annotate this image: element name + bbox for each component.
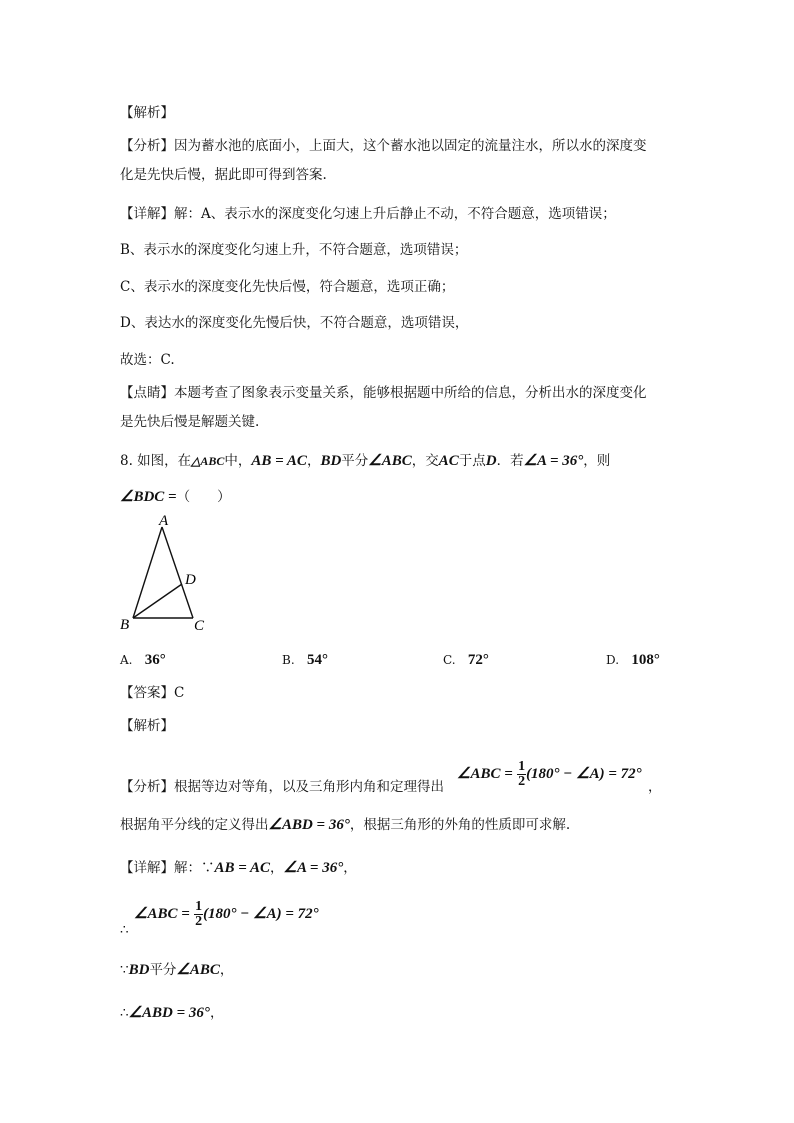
frac-den: 2 bbox=[195, 914, 203, 929]
formula-lhs: ∠ABC = bbox=[457, 766, 513, 782]
xiangjie-line-b: B、表示水的深度变化匀速上升，不符合题意，选项错误； bbox=[120, 242, 468, 258]
dianjing-line-2: 是先快后慢是解题关键. bbox=[120, 414, 260, 430]
jiexi-label-2: 【解析】 bbox=[120, 718, 174, 734]
q8-text: 平分 bbox=[341, 453, 369, 469]
xiangjie-line-a: 【详解】解：A、表示水的深度变化匀速上升后静止不动，不符合题意，选项错误； bbox=[120, 206, 616, 222]
option-letter: B. bbox=[282, 653, 295, 667]
math-bd: BD bbox=[320, 453, 342, 469]
fenxi-2-text: 【分析】根据等边对等角，以及三角形内角和定理得出 bbox=[120, 779, 444, 795]
label-d: D bbox=[185, 572, 196, 588]
therefore-symbol: ∴ bbox=[120, 1005, 129, 1021]
math-bd: BD bbox=[128, 962, 150, 978]
formula-angle-abc bbox=[457, 760, 642, 789]
answer-paren: （ ） bbox=[176, 489, 231, 505]
xiangjie-2-line-1 bbox=[120, 858, 357, 878]
formula-rhs: (180° − ∠A) = 72° bbox=[526, 766, 642, 782]
xiangjie-line-d: D、表达水的深度变化先慢后快，不符合题意，选项错误， bbox=[120, 315, 469, 331]
option-letter: C. bbox=[443, 653, 456, 667]
q8-text: 于点 bbox=[458, 453, 486, 469]
segment-bd bbox=[133, 584, 182, 618]
separator: ， bbox=[209, 1005, 224, 1021]
frac-num: 1 bbox=[518, 759, 526, 774]
math-angle-abc: ∠ABC bbox=[368, 453, 412, 469]
xiangjie-2-line-4 bbox=[120, 1003, 223, 1023]
option-letter: D. bbox=[606, 653, 620, 667]
option-value: 36° bbox=[144, 652, 166, 668]
math-ab-eq-ac: AB = AC bbox=[214, 860, 271, 876]
therefore-symbol: ∴ bbox=[120, 922, 129, 938]
fenxi-2-text: ，根据三角形的外角的性质即可求解. bbox=[349, 817, 571, 833]
question-8-line-2 bbox=[120, 487, 231, 507]
math-angle-a: ∠A = 36° bbox=[283, 860, 344, 876]
math-angle-abd: ∠ABD = 36° bbox=[128, 1005, 210, 1021]
formula-lhs: ∠ABC = bbox=[134, 906, 190, 922]
q8-text: ，交 bbox=[411, 453, 439, 469]
xiangjie-2-text: 平分 bbox=[149, 962, 177, 978]
separator: ， bbox=[343, 860, 357, 876]
dianjing-line-1: 【点睛】本题考查了图象表示变量关系，能够根据题中所给的信息，分析出水的深度变化 bbox=[120, 385, 647, 401]
q8-text: ，则 bbox=[583, 453, 611, 469]
math-d: D bbox=[485, 453, 497, 469]
q8-text: 8. 如图，在 bbox=[120, 453, 192, 469]
math-angle-bdc: ∠BDC = bbox=[120, 489, 177, 505]
math-angle-abc: ∠ABC bbox=[176, 962, 220, 978]
fenxi-2-text: 根据角平分线的定义得出 bbox=[120, 817, 269, 833]
label-c: C bbox=[194, 618, 205, 634]
fenxi-line-1: 【分析】因为蓄水池的底面小，上面大，这个蓄水池以固定的流量注水，所以水的深度变 bbox=[120, 138, 647, 154]
option-b bbox=[282, 650, 328, 670]
option-a bbox=[120, 650, 166, 670]
jiexi-label: 【解析】 bbox=[120, 105, 174, 121]
q8-text: ， bbox=[306, 453, 321, 469]
formula-angle-abc bbox=[134, 900, 319, 929]
comma: ， bbox=[648, 779, 662, 795]
math-ab-eq-ac: AB = AC bbox=[251, 453, 307, 469]
fenxi-line-2: 化是先快后慢，据此即可得到答案. bbox=[120, 167, 327, 183]
label-a: A bbox=[159, 513, 169, 529]
q8-text: 中， bbox=[224, 453, 252, 469]
frac-num: 1 bbox=[195, 899, 203, 914]
option-value: 72° bbox=[467, 652, 489, 668]
choose-line: 故选：C. bbox=[120, 352, 175, 368]
option-c bbox=[443, 650, 489, 670]
triangle-abc: △ABC bbox=[191, 454, 225, 468]
fraction-half bbox=[194, 900, 203, 929]
option-value: 54° bbox=[306, 652, 328, 668]
xiangjie-line-c: C、表示水的深度变化先快后慢，符合题意，选项正确； bbox=[120, 279, 455, 295]
xiangjie-2-text: 【详解】解：∵ bbox=[120, 860, 215, 876]
math-ac: AC bbox=[438, 453, 459, 469]
option-d bbox=[606, 650, 660, 670]
math-angle-a: ∠A = 36° bbox=[523, 453, 584, 469]
separator: ， bbox=[219, 962, 234, 978]
label-b: B bbox=[120, 617, 130, 633]
triangle-figure bbox=[115, 510, 215, 635]
side-ab bbox=[133, 527, 162, 618]
question-8-line bbox=[120, 451, 610, 471]
option-value: 108° bbox=[631, 652, 660, 668]
because-symbol: ∵ bbox=[120, 962, 129, 978]
option-letter: A. bbox=[120, 653, 133, 667]
formula-rhs: (180° − ∠A) = 72° bbox=[203, 906, 319, 922]
separator: ， bbox=[270, 860, 284, 876]
fenxi-2-line-2 bbox=[120, 815, 570, 835]
q8-text: ．若 bbox=[496, 453, 524, 469]
xiangjie-2-line-3 bbox=[120, 960, 233, 980]
formula-angle-abd: ∠ABD = 36° bbox=[268, 817, 350, 833]
frac-den: 2 bbox=[518, 774, 526, 789]
answer-line: 【答案】C bbox=[120, 685, 185, 701]
fraction-half bbox=[517, 760, 526, 789]
